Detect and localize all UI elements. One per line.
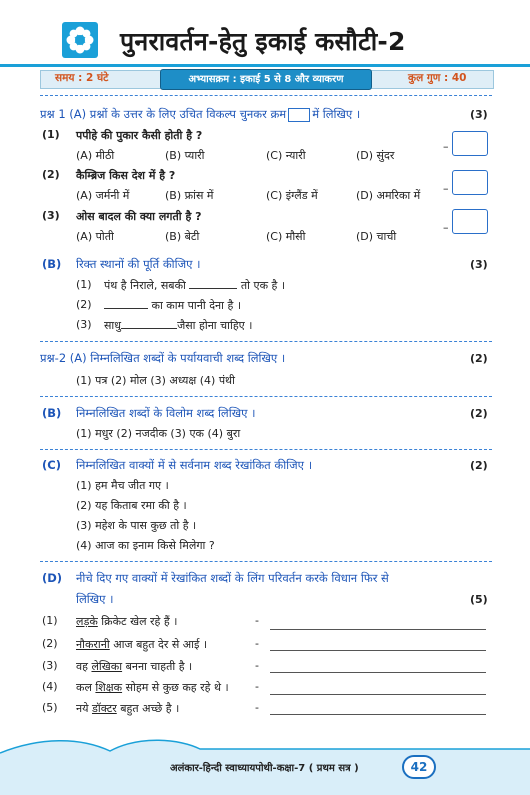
divider xyxy=(40,396,492,397)
q2c-label: (C) xyxy=(42,458,61,472)
q2d-label: (D) xyxy=(42,571,63,585)
q2d-marks: (5) xyxy=(470,593,488,606)
answer-line-2[interactable] xyxy=(270,650,486,651)
dash: – xyxy=(443,182,449,195)
q2d-item-2 xyxy=(76,637,207,652)
q1b-item-1-before: पंथ है निराले, सबकी xyxy=(104,279,186,292)
q1b-item-3 xyxy=(104,318,252,333)
q2d-item-5 xyxy=(76,701,179,716)
q1-item-3-option-c[interactable]: (C) मौसी xyxy=(266,230,306,243)
q2d-item-1-num: (1) xyxy=(42,614,58,627)
q2b-marks: (2) xyxy=(470,407,488,420)
sentence-start: कल xyxy=(76,681,96,694)
divider xyxy=(40,95,492,96)
sentence-rest: आज बहुत देर से आई । xyxy=(109,638,208,651)
q1-item-2-option-a[interactable]: (A) जर्मनी में xyxy=(76,189,130,202)
answer-line-1[interactable] xyxy=(270,629,486,630)
q1b-marks: (3) xyxy=(470,258,488,271)
q2a-items: (1) पत्र (2) मोल (3) अध्यक्ष (4) पंथी xyxy=(76,374,235,387)
dash: - xyxy=(255,614,259,627)
q2c-item-2: (2) यह किताब रमा की है । xyxy=(76,499,187,512)
divider xyxy=(40,341,492,342)
q2d-item-4-num: (4) xyxy=(42,680,58,693)
flower-logo-icon xyxy=(60,20,100,60)
sentence-start: नये xyxy=(76,702,92,715)
dash: – xyxy=(443,140,449,153)
q2d-item-1 xyxy=(76,614,177,629)
q2c-item-4: (4) आज का इनाम किसे मिलेगा ? xyxy=(76,539,215,552)
dash: - xyxy=(255,637,259,650)
q2c-heading: निम्नलिखित वाक्यों में से सर्वनाम शब्द रेखांकित कीजिए । xyxy=(76,458,313,472)
dash: – xyxy=(443,221,449,234)
syllabus-label: अभ्यासक्रम : इकाई 5 से 8 और व्याकरण xyxy=(160,69,372,90)
q1a-heading-text-end: में लिखिए । xyxy=(312,107,361,121)
q1-item-3-question: ओस बादल की क्या लगती है ? xyxy=(76,210,202,223)
q2c-item-3: (3) महेश के पास कुछ तो है । xyxy=(76,519,197,532)
q1-item-1-option-c[interactable]: (C) न्यारी xyxy=(266,149,306,162)
underlined-word: डॉक्टर xyxy=(91,702,117,715)
q1-item-3-option-a[interactable]: (A) पोती xyxy=(76,230,114,243)
answer-line-5[interactable] xyxy=(270,714,486,715)
q2a-heading: प्रश्न-2 (A) निम्नलिखित शब्दों के पर्यायवाची शब्द लिखिए । xyxy=(40,351,286,365)
q2d-item-3 xyxy=(76,659,192,674)
underlined-word: लड़के xyxy=(76,615,98,628)
q1-item-3-option-b[interactable]: (B) बेटी xyxy=(165,230,200,243)
q1b-item-3-num: (3) xyxy=(76,318,92,331)
q1-item-2-num: (2) xyxy=(42,168,60,181)
q1-item-3-num: (3) xyxy=(42,209,60,222)
sentence-rest: बहुत अच्छे है । xyxy=(116,702,180,715)
q1-item-1-option-b[interactable]: (B) प्यारी xyxy=(165,149,205,162)
fill-blank-2[interactable] xyxy=(104,308,148,309)
q1-item-1-option-a[interactable]: (A) मीठी xyxy=(76,149,115,162)
sentence-rest: सोहम से कुछ कह रहे थे । xyxy=(122,681,229,694)
page-title: पुनरावर्तन-हेतु इकाई कसौटी-2 xyxy=(120,27,406,56)
answer-box-2[interactable] xyxy=(452,170,488,195)
q1-item-3-option-d[interactable]: (D) चाची xyxy=(356,230,397,243)
q2d-item-4 xyxy=(76,680,229,695)
inline-box xyxy=(288,108,310,122)
fill-blank-3[interactable] xyxy=(121,328,177,329)
divider xyxy=(40,449,492,450)
dash: - xyxy=(255,701,259,714)
divider xyxy=(40,561,492,562)
q1a-heading xyxy=(40,107,360,122)
q2d-item-2-num: (2) xyxy=(42,637,58,650)
q1b-item-3-after: जैसा होना चाहिए । xyxy=(177,319,253,332)
q1-item-2-question: कैम्ब्रिज किस देश में है ? xyxy=(76,169,176,182)
answer-box-1[interactable] xyxy=(452,131,488,156)
q1-item-2-option-b[interactable]: (B) फ्रांस में xyxy=(165,189,214,202)
sentence-start: वह xyxy=(76,660,92,673)
q1b-heading: रिक्त स्थानों की पूर्ति कीजिए । xyxy=(76,257,201,271)
q1b-item-1-after: तो एक है । xyxy=(240,279,286,292)
q1a-marks: (3) xyxy=(470,108,488,121)
q2d-item-3-num: (3) xyxy=(42,659,58,672)
q1b-item-1 xyxy=(104,278,285,293)
q1b-item-2 xyxy=(104,298,241,313)
underlined-word: लेखिका xyxy=(91,660,123,673)
underlined-word: नौकरानी xyxy=(76,638,110,651)
q2b-label: (B) xyxy=(42,406,62,420)
q1-item-1-question: पपीहे की पुकार कैसी होती है ? xyxy=(76,129,203,142)
footer-book-title: अलंकार-हिन्दी स्वाध्यायपोथी-कक्षा-7 ( प्रथम सत्र ) xyxy=(170,763,359,774)
q1a-heading-text: प्रश्न 1 (A) प्रश्नों के उत्तर के लिए उचित विकल्प चुनकर क्रम xyxy=(40,107,287,121)
answer-line-3[interactable] xyxy=(270,672,486,673)
q1-item-2-option-d[interactable]: (D) अमरिका में xyxy=(356,189,421,202)
q1b-label: (B) xyxy=(42,257,62,271)
fill-blank-1[interactable] xyxy=(189,288,237,289)
q2b-items: (1) मधुर (2) नजदीक (3) एक (4) बुरा xyxy=(76,427,241,440)
q2c-item-1: (1) हम मैच जीत गए । xyxy=(76,479,169,492)
page-number: 42 xyxy=(402,755,436,779)
dash: - xyxy=(255,659,259,672)
q1b-item-3-before: साधु xyxy=(104,319,122,332)
q2a-marks: (2) xyxy=(470,352,488,365)
sentence-rest: क्रिकेट खेल रहे हैं । xyxy=(97,615,178,628)
q1b-item-2-after: का काम पानी देना है । xyxy=(151,299,242,312)
q1-item-1-num: (1) xyxy=(42,128,60,141)
dash: - xyxy=(255,680,259,693)
q1b-item-1-num: (1) xyxy=(76,278,92,291)
underlined-word: शिक्षक xyxy=(95,681,123,694)
q2c-marks: (2) xyxy=(470,459,488,472)
sentence-rest: बनना चाहती है । xyxy=(122,660,193,673)
q2d-heading-line2: लिखिए । xyxy=(76,592,114,606)
answer-line-4[interactable] xyxy=(270,694,486,695)
total-marks-label: कुल गुण : 40 xyxy=(408,72,467,84)
q1b-item-2-num: (2) xyxy=(76,298,92,311)
header-divider xyxy=(0,64,530,67)
q1-item-1-option-d[interactable]: (D) सुंदर xyxy=(356,149,395,162)
answer-box-3[interactable] xyxy=(452,209,488,234)
q2d-heading-line1: नीचे दिए गए वाक्यों में रेखांकित शब्दों के लिंग परिवर्तन करके विधान फिर से xyxy=(76,571,389,585)
q2d-item-5-num: (5) xyxy=(42,701,58,714)
time-label: समय : 2 घंटे xyxy=(55,72,109,84)
q2b-heading: निम्नलिखित शब्दों के विलोम शब्द लिखिए । xyxy=(76,406,256,420)
q1-item-2-option-c[interactable]: (C) इंग्लैंड में xyxy=(266,189,318,202)
